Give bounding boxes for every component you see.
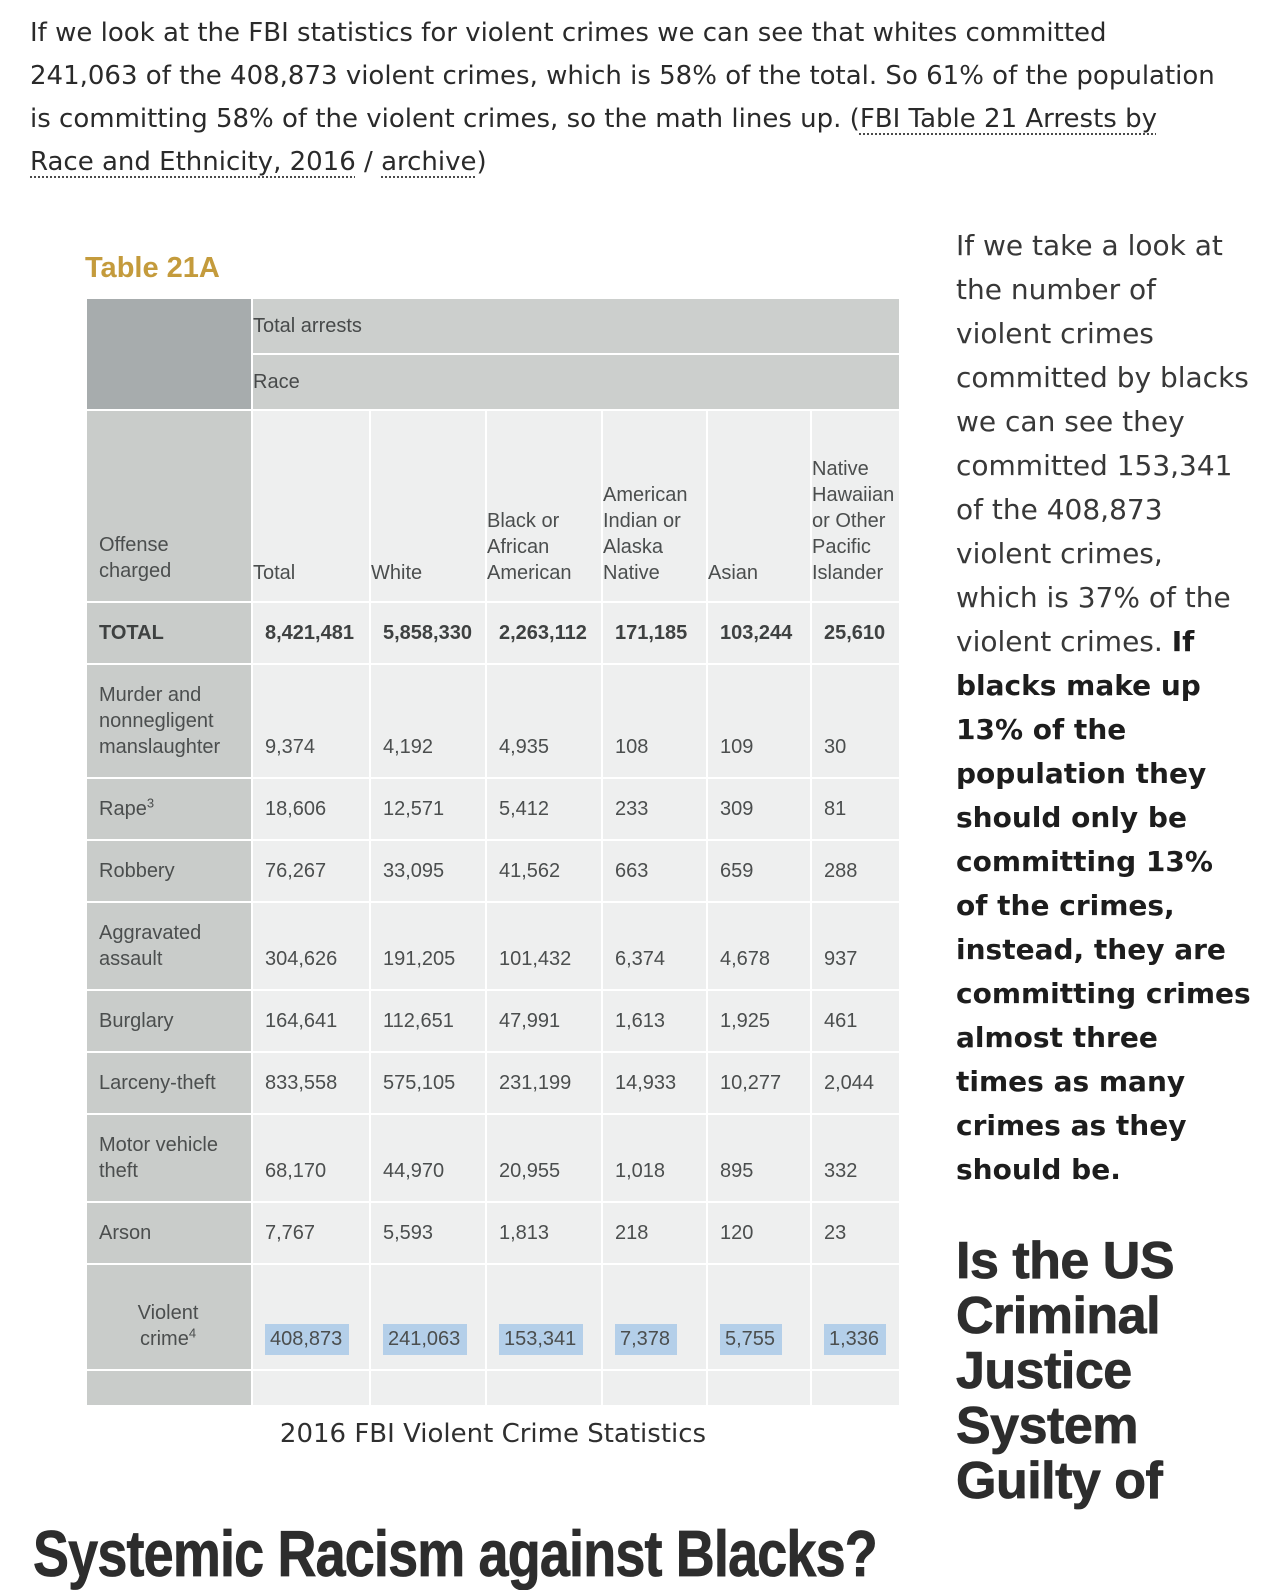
value-cell: 120 xyxy=(708,1203,810,1263)
value-cell: 164,641 xyxy=(253,991,369,1051)
fbi-table-figure xyxy=(85,224,901,1449)
race-header: Race xyxy=(253,355,899,409)
table-caption: 2016 FBI Violent Crime Statistics xyxy=(279,1419,707,1449)
row-label: Motor vehicle theft xyxy=(87,1115,251,1201)
value-cell: 33,095 xyxy=(371,841,485,901)
archive-link[interactable]: archive xyxy=(381,147,477,177)
value-cell: 9,374 xyxy=(253,665,369,777)
side-text-regular: If we take a look at the number of violent crimes committed by blacks we can see they committed 153,341 of the 408,873 violent crimes, which is 37% of the violent crimes. xyxy=(956,229,1249,658)
value-cell: 1,613 xyxy=(603,991,706,1051)
value-cell xyxy=(371,1265,485,1369)
value-cell: 41,562 xyxy=(487,841,601,901)
table-row xyxy=(87,603,899,663)
value-cell: 233 xyxy=(603,779,706,839)
value-cell xyxy=(487,1371,601,1405)
corner-cell xyxy=(87,299,251,409)
value-cell: 659 xyxy=(708,841,810,901)
value-cell: 109 xyxy=(708,665,810,777)
value-cell: 25,610 xyxy=(812,603,899,663)
value-cell: 5,858,330 xyxy=(371,603,485,663)
value-cell xyxy=(708,1371,810,1405)
value-cell: 309 xyxy=(708,779,810,839)
table-row xyxy=(87,779,899,839)
column-header: Native Hawaiian or Other Pacific Islander xyxy=(812,411,899,601)
value-cell: 937 xyxy=(812,903,899,989)
table-row xyxy=(87,1265,899,1369)
arrests-table xyxy=(85,297,901,1407)
value-cell xyxy=(371,1371,485,1405)
value-cell: 108 xyxy=(603,665,706,777)
row-label: Larceny-theft xyxy=(87,1053,251,1113)
table-row xyxy=(87,1053,899,1113)
value-cell xyxy=(253,1371,369,1405)
value-cell: 12,571 xyxy=(371,779,485,839)
value-cell xyxy=(812,1265,899,1369)
value-cell: 47,991 xyxy=(487,991,601,1051)
value-cell: 2,044 xyxy=(812,1053,899,1113)
value-cell: 4,678 xyxy=(708,903,810,989)
value-cell xyxy=(487,1265,601,1369)
row-label: Violent crime$^4$ xyxy=(87,1265,251,1369)
column-header: White xyxy=(371,411,485,601)
value-cell: 332 xyxy=(812,1115,899,1201)
row-label: Robbery xyxy=(87,841,251,901)
highlighted-value: 5,755 xyxy=(720,1324,782,1355)
value-cell xyxy=(812,1371,899,1405)
column-header: Total xyxy=(253,411,369,601)
value-cell: 895 xyxy=(708,1115,810,1201)
heading-part-1: Is the US Criminal Justice System Guilty of xyxy=(956,1232,1174,1510)
value-cell: 103,244 xyxy=(708,603,810,663)
value-cell: 4,192 xyxy=(371,665,485,777)
link-separator: / xyxy=(355,147,382,177)
highlighted-value: 153,341 xyxy=(499,1324,583,1355)
side-paragraph xyxy=(956,224,1252,1192)
row-label xyxy=(87,1371,251,1405)
intro-paragraph xyxy=(30,12,1222,184)
value-cell: 2,263,112 xyxy=(487,603,601,663)
footnote-marker: 3 xyxy=(146,795,155,811)
value-cell: 76,267 xyxy=(253,841,369,901)
heading-part-2: Systemic Racism against Blacks? xyxy=(33,1517,877,1590)
value-cell: 461 xyxy=(812,991,899,1051)
column-header: American Indian or Alaska Native xyxy=(603,411,706,601)
row-label: Burglary xyxy=(87,991,251,1051)
cropped-table-row xyxy=(87,1371,899,1405)
footnote-marker: 4 xyxy=(188,1325,197,1341)
value-cell: 30 xyxy=(812,665,899,777)
value-cell: 10,277 xyxy=(708,1053,810,1113)
content-row xyxy=(30,224,1252,1509)
highlighted-value: 408,873 xyxy=(265,1324,349,1355)
column-header: Asian xyxy=(708,411,810,601)
value-cell: 304,626 xyxy=(253,903,369,989)
column-header: Black or African American xyxy=(487,411,601,601)
value-cell: 231,199 xyxy=(487,1053,601,1113)
side-text-bold: If blacks make up 13% of the population they should only be committing 13% of the crimes, instead, they are committing crimes almost three times as many crimes as they should be. xyxy=(956,625,1251,1186)
table-title: Table 21A xyxy=(85,252,220,284)
total-arrests-header: Total arrests xyxy=(253,299,899,353)
value-cell: 20,955 xyxy=(487,1115,601,1201)
value-cell: 18,606 xyxy=(253,779,369,839)
value-cell: 1,018 xyxy=(603,1115,706,1201)
value-cell: 112,651 xyxy=(371,991,485,1051)
value-cell: 288 xyxy=(812,841,899,901)
table-row xyxy=(87,665,899,777)
table-row xyxy=(87,1203,899,1263)
intro-text: If we look at the FBI statistics for violent crimes we can see that whites committed 241,063 of the 408,873 violent crimes, which is 58% of the total. So 61% of the population is committing 58% of the violent crimes, so the math lines up. ( xyxy=(30,18,1215,134)
table-row xyxy=(87,1115,899,1201)
value-cell: 575,105 xyxy=(371,1053,485,1113)
value-cell: 7,767 xyxy=(253,1203,369,1263)
value-cell: 1,813 xyxy=(487,1203,601,1263)
column-header-row xyxy=(87,411,899,601)
value-cell xyxy=(708,1265,810,1369)
value-cell: 5,593 xyxy=(371,1203,485,1263)
table-row xyxy=(87,299,899,353)
row-label: Aggravated assault xyxy=(87,903,251,989)
row-label: Arson xyxy=(87,1203,251,1263)
value-cell: 833,558 xyxy=(253,1053,369,1113)
row-label: TOTAL xyxy=(87,603,251,663)
value-cell: 68,170 xyxy=(253,1115,369,1201)
value-cell: 44,970 xyxy=(371,1115,485,1201)
value-cell: 81 xyxy=(812,779,899,839)
value-cell: 4,935 xyxy=(487,665,601,777)
value-cell: 23 xyxy=(812,1203,899,1263)
offense-charged-header: Offense charged xyxy=(87,411,251,601)
value-cell: 171,185 xyxy=(603,603,706,663)
value-cell xyxy=(253,1265,369,1369)
row-label: Murder and nonnegligent manslaughter xyxy=(87,665,251,777)
intro-text-end: ) xyxy=(476,147,487,177)
side-column xyxy=(956,224,1252,1509)
highlighted-value: 241,063 xyxy=(383,1324,467,1355)
value-cell: 1,925 xyxy=(708,991,810,1051)
table-row xyxy=(87,903,899,989)
value-cell xyxy=(603,1265,706,1369)
table-row xyxy=(87,841,899,901)
value-cell: 191,205 xyxy=(371,903,485,989)
value-cell: 14,933 xyxy=(603,1053,706,1113)
value-cell: 101,432 xyxy=(487,903,601,989)
row-label: Rape$^3$ xyxy=(87,779,251,839)
highlighted-value: 1,336 xyxy=(824,1324,886,1355)
value-cell: 6,374 xyxy=(603,903,706,989)
value-cell: 663 xyxy=(603,841,706,901)
table-row xyxy=(87,991,899,1051)
fbi-table-21-link[interactable]: FBI Table 21 Arrests by Race and Ethnicity, 2016 xyxy=(30,104,1157,177)
value-cell xyxy=(603,1371,706,1405)
highlighted-value: 7,378 xyxy=(615,1324,677,1355)
value-cell: 218 xyxy=(603,1203,706,1263)
value-cell: 5,412 xyxy=(487,779,601,839)
value-cell: 8,421,481 xyxy=(253,603,369,663)
